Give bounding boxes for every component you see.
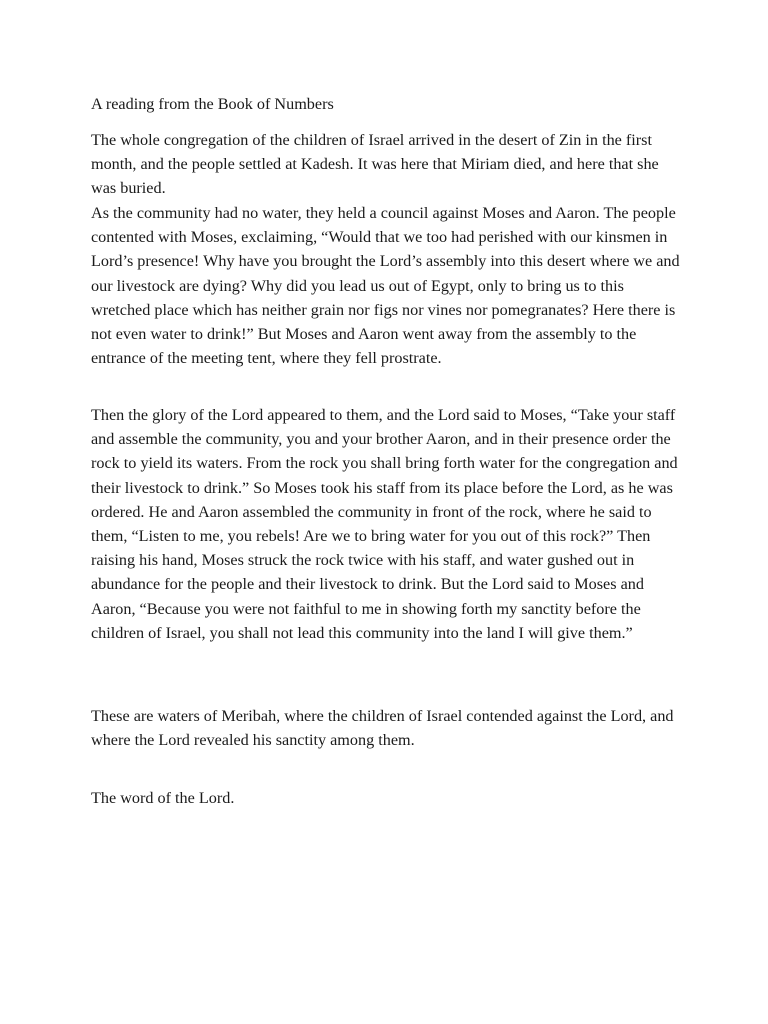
reading-heading: A reading from the Book of Numbers <box>91 95 334 113</box>
paragraph-no-water: As the community had no water, they held a council against Moses and Aaron. The people contented with Moses, exclaiming, “Would that we too had perished with our kinsmen in Lord’s presence! Why have you brought the Lord’s assembly into this desert where we and our livestock are dying? Why did you lead us out of Egypt, only to bring us to this wretched place which has neither grain nor figs nor vines nor pomegranates? Here there is not even water to drink!” But Moses and Aaron went away from the assembly to the entrance of the meeting tent, where they fell prostrate. <box>91 204 680 368</box>
paragraph-glory-of-lord: Then the glory of the Lord appeared to them, and the Lord said to Moses, “Take your staff and assemble the community, you and your brother Aaron, and in their presence order the rock to yield its waters. From the rock you shall bring forth water for the congregation and their livestock to drink.” So Moses took his staff from its place before the Lord, as he was ordered. He and Aaron assembled the community in front of the rock, where he said to them, “Listen to me, you rebels! Are we to bring water for you out of this rock?” Then raising his hand, Moses struck the rock twice with his staff, and water gushed out in abundance for the people and their livestock to drink. But the Lord said to Moses and Aaron, “Because you were not faithful to me in showing forth my sanctity before the children of Israel, you shall not lead this community into the land I will give them.” <box>91 406 678 642</box>
paragraph-meribah: These are waters of Meribah, where the children of Israel contended against the Lord, and where the Lord revealed his sanctity among them. <box>91 707 674 750</box>
paragraph-arrival: The whole congregation of the children of Israel arrived in the desert of Zin in the first month, and the people settled at Kadesh. It was here that Miriam died, and here that she was buried. <box>91 131 659 198</box>
closing-line: The word of the Lord. <box>91 789 235 807</box>
